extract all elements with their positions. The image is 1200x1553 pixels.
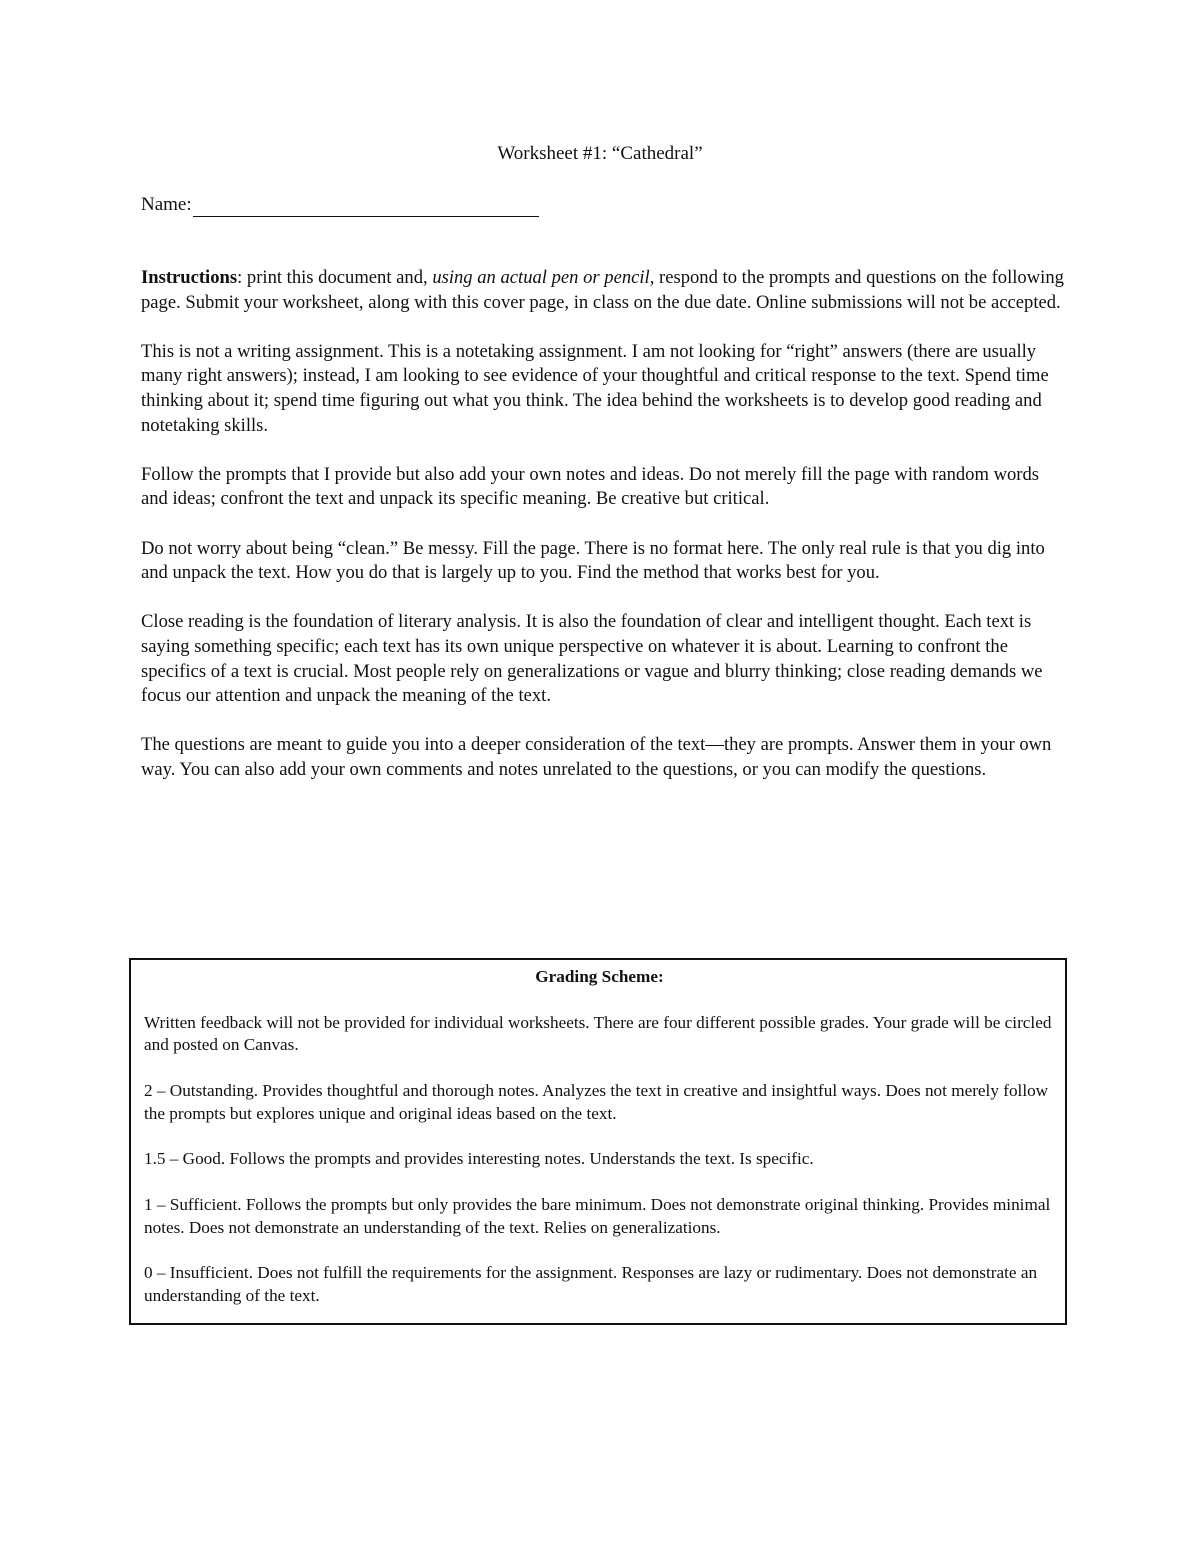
instructions-text-1: : print this document and, — [237, 267, 433, 288]
grade-item: 2 – Outstanding. Provides thoughtful and thorough notes. Analyzes the text in creative and insightful ways. Does not merely follow the prompts but explores unique and original ideas based on the text. — [144, 1080, 1049, 1123]
body-paragraph: Close reading is the foundation of literary analysis. It is also the foundation of clear and intelligent thought. Each text is saying something specific; each text has its own unique perspective on whatever it is about. Learning to confront the specifics of a text is crucial. Most people rely on generalizations or vague and blurry thinking; close reading demands we focus our attention and unpack the meaning of the text. — [141, 611, 1043, 707]
grade-item: 0 – Insufficient. Does not fulfill the requirements for the assignment. Responses are lazy or rudimentary. Does not demonstrate an understanding of the text. — [144, 1263, 1038, 1306]
name-blank-line — [193, 196, 539, 217]
grading-scheme-box — [129, 958, 1067, 1325]
instructions-emphasis: using an actual pen or pencil — [432, 267, 650, 288]
body-paragraph: Follow the prompts that I provide but also add your own notes and ideas. Do not merely fill the page with random words and ideas; confront the text and unpack its specific meaning. Be creative but critical. — [141, 463, 1040, 510]
body-paragraph: Do not worry about being “clean.” Be messy. Fill the page. There is no format here. The only real rule is that you dig into and unpack the text. How you do that is largely up to you. Find the method that works best for you. — [141, 537, 1045, 584]
grading-intro: Written feedback will not be provided for individual worksheets. There are four different possible grades. Your grade will be circled and posted on Canvas. — [144, 1012, 1052, 1055]
instructions-section — [141, 266, 1066, 807]
instructions-label: Instructions — [141, 267, 238, 288]
grading-title: Grading Scheme: — [535, 967, 664, 986]
body-paragraph: This is not a writing assignment. This is a notetaking assignment. I am not looking for “right” answers (there are usually many right answers); instead, I am looking to see evidence of your thoughtful and critical response to the text. Spend time thinking about it; spend time figuring out what you think. The idea behind the worksheets is to develop good reading and notetaking skills. — [141, 340, 1049, 436]
instructions-paragraph — [141, 266, 1066, 315]
name-label: Name: — [141, 194, 192, 215]
name-field — [141, 193, 539, 217]
grade-item: 1 – Sufficient. Follows the prompts but only provides the bare minimum. Does not demonstrate original thinking. Provides minimal notes. Does not demonstrate an understanding of the text. Relies on generalizations. — [144, 1194, 1051, 1237]
grade-item: 1.5 – Good. Follows the prompts and provides interesting notes. Understands the text. Is specific. — [144, 1149, 814, 1169]
instructions-text-2: , respond to the prompts and questions on the following page. Submit your worksheet, along with this cover page, in class on the due date. Online submissions will not be accepted. — [141, 267, 1064, 313]
page-title: Worksheet #1: “Cathedral” — [497, 143, 703, 164]
body-paragraph: The questions are meant to guide you into a deeper consideration of the text—they are prompts. Answer them in your own way. You can also add your own comments and notes unrelated to the questions, or you can modify the questions. — [141, 734, 1052, 780]
